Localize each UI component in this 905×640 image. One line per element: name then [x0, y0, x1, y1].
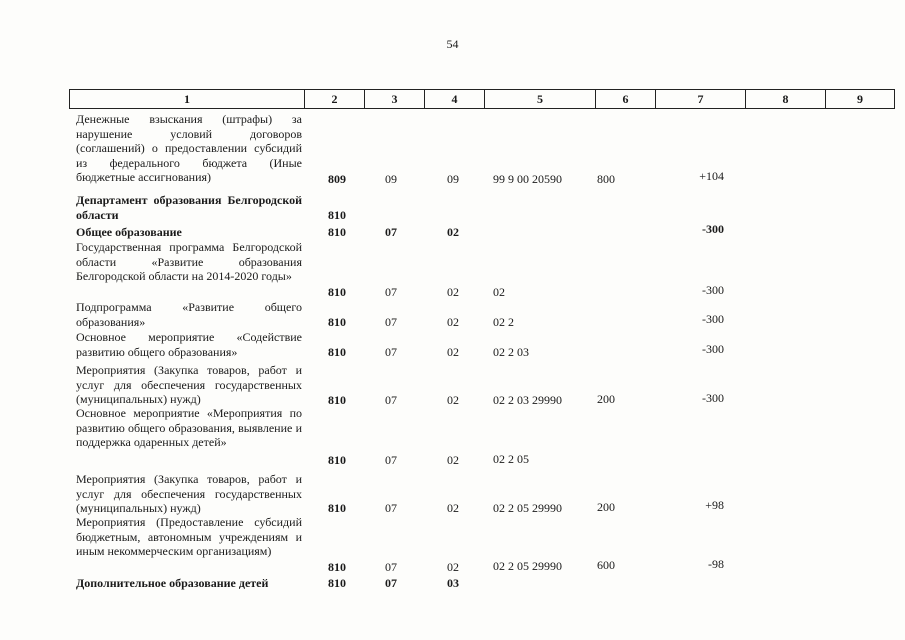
cell-code-2: 810	[328, 453, 346, 467]
column-header-7: 7	[656, 90, 746, 109]
cell-target-article: 02 2 05	[493, 452, 529, 466]
row-description: Мероприятия (Закупка товаров, работ и услуг для обеспечения государственных (муниципальных) нужд)	[76, 472, 302, 515]
cell-expense-type: 800	[597, 172, 615, 186]
cell-amount: -300	[702, 312, 724, 326]
cell-section: 07	[385, 285, 397, 299]
column-header-table	[69, 89, 895, 109]
cell-amount: -300	[702, 391, 724, 405]
cell-subsection: 02	[447, 345, 459, 359]
column-header-1: 1	[70, 90, 305, 109]
cell-amount: -300	[702, 222, 724, 236]
page-number: 54	[446, 37, 459, 51]
row-description: Департамент образования Белгородской области	[76, 193, 302, 222]
cell-code-2: 810	[328, 225, 346, 239]
cell-section: 07	[385, 225, 397, 239]
column-header-6: 6	[596, 90, 656, 109]
column-header-5: 5	[485, 90, 596, 109]
cell-section: 07	[385, 345, 397, 359]
cell-code-2: 810	[328, 315, 346, 329]
cell-amount: -300	[702, 342, 724, 356]
cell-section: 07	[385, 393, 397, 407]
row-description: Мероприятия (Закупка товаров, работ и услуг для обеспечения государственных (муниципальных) нужд)	[76, 363, 302, 406]
cell-target-article: 02 2 03	[493, 345, 529, 359]
cell-expense-type: 200	[597, 500, 615, 514]
row-description: Основное мероприятие «Содействие развитию общего образования»	[76, 330, 302, 359]
cell-code-2: 809	[328, 172, 346, 186]
cell-target-article: 99 9 00 20590	[493, 172, 562, 186]
cell-code-2: 810	[328, 501, 346, 515]
cell-expense-type: 200	[597, 392, 615, 406]
cell-subsection: 02	[447, 285, 459, 299]
column-header-9: 9	[826, 90, 895, 109]
cell-amount: +104	[699, 169, 724, 183]
cell-amount: -300	[702, 283, 724, 297]
cell-target-article: 02 2	[493, 315, 514, 329]
row-description: Основное мероприятие «Мероприятия по развитию общего образования, выявление и поддержка одаренных детей»	[76, 406, 302, 449]
cell-code-2: 810	[328, 208, 346, 222]
cell-code-2: 810	[328, 393, 346, 407]
cell-code-2: 810	[328, 576, 346, 590]
row-description: Подпрограмма «Развитие общего образования»	[76, 300, 302, 329]
cell-expense-type: 600	[597, 558, 615, 572]
column-header-8: 8	[746, 90, 826, 109]
row-description: Государственная программа Белгородской области «Развитие образования Белгородской области на 2014-2020 годы»	[76, 240, 302, 283]
row-description: Дополнительное образование детей	[76, 576, 269, 590]
cell-subsection: 02	[447, 315, 459, 329]
cell-section: 07	[385, 560, 397, 574]
cell-section: 09	[385, 172, 397, 186]
cell-code-2: 810	[328, 285, 346, 299]
cell-code-2: 810	[328, 560, 346, 574]
row-description: Общее образование	[76, 225, 182, 239]
cell-target-article: 02 2 05 29990	[493, 501, 562, 515]
cell-amount: +98	[705, 498, 724, 512]
cell-target-article: 02	[493, 285, 505, 299]
cell-subsection: 02	[447, 501, 459, 515]
column-header-2: 2	[305, 90, 365, 109]
cell-subsection: 03	[447, 576, 459, 590]
cell-amount: -98	[708, 557, 724, 571]
cell-target-article: 02 2 05 29990	[493, 559, 562, 573]
column-header-4: 4	[425, 90, 485, 109]
cell-subsection: 09	[447, 172, 459, 186]
cell-subsection: 02	[447, 453, 459, 467]
cell-section: 07	[385, 576, 397, 590]
cell-subsection: 02	[447, 393, 459, 407]
cell-target-article: 02 2 03 29990	[493, 393, 562, 407]
cell-subsection: 02	[447, 560, 459, 574]
row-description: Мероприятия (Предоставление субсидий бюджетным, автономным учреждениям и иным некоммерческим организациям)	[76, 515, 302, 558]
column-header-3: 3	[365, 90, 425, 109]
row-description: Денежные взыскания (штрафы) за нарушение условий договоров (соглашений) о предоставлении субсидий из федерального бюджета (Иные бюджетные ассигнования)	[76, 112, 302, 184]
cell-section: 07	[385, 315, 397, 329]
cell-section: 07	[385, 453, 397, 467]
cell-subsection: 02	[447, 225, 459, 239]
cell-code-2: 810	[328, 345, 346, 359]
cell-section: 07	[385, 501, 397, 515]
